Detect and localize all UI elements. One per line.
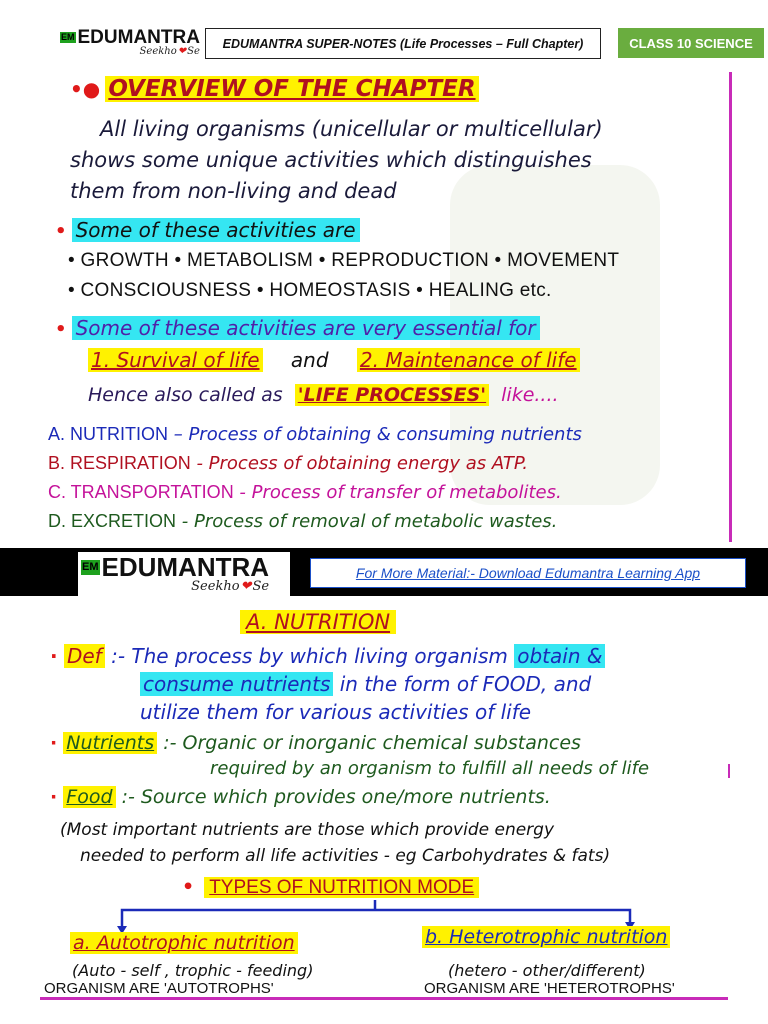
process-item: A. NUTRITION – Process of obtaining & consuming nutrients — [48, 424, 582, 445]
notes-title: EDUMANTRA SUPER-NOTES (Life Processes – Full Chapter) — [222, 36, 584, 51]
overview-heading-row — [70, 76, 479, 102]
download-link-box — [310, 558, 746, 588]
logo-sub-left: Seekho — [139, 46, 177, 57]
logo-sub-right: Se — [187, 46, 200, 57]
banner-logo-box — [78, 552, 290, 596]
like-text: like.... — [501, 384, 559, 406]
nutrients-label: Nutrients — [63, 732, 157, 754]
overview-section — [0, 70, 768, 548]
def-label: Def — [64, 644, 105, 668]
intro-line-1: All living organisms (unicellular or multicellular) — [100, 117, 603, 141]
heart-icon: ❤ — [240, 579, 252, 594]
def-row-3: utilize them for various activities of life — [140, 700, 532, 724]
types-heading-row: • TYPES OF NUTRITION MODE — [182, 876, 479, 899]
banner-logo: EM EDUMANTRA Seekho ❤ Se — [82, 552, 270, 594]
types-heading: TYPES OF NUTRITION MODE — [204, 877, 479, 898]
heart-icon: ❤ — [177, 46, 187, 57]
process-list — [48, 424, 738, 540]
intro-line-2: shows some unique activities which distinguishes — [70, 148, 592, 172]
heterotrophic-organism: ORGANISM ARE 'HETEROTROPHS' — [424, 980, 675, 997]
process-item: B. RESPIRATION - Process of obtaining energy as ATP. — [48, 453, 528, 474]
essential-title: Some of these activities are very essential for — [72, 316, 540, 340]
heterotrophic-sub: (hetero - other/different) — [448, 961, 646, 980]
nutrition-section — [0, 596, 768, 1024]
overview-intro — [70, 114, 730, 207]
survival-row — [88, 348, 580, 372]
bottom-rule — [40, 997, 728, 1000]
process-item: D. EXCRETION - Process of removal of metabolic wastes. — [48, 511, 558, 532]
banner-logo-text: EDUMANTRA — [101, 552, 270, 582]
nutrients-row: · Nutrients :- Organic or inorganic chemical substances — [50, 732, 581, 754]
notes-title-box — [205, 28, 601, 59]
banner-logo-em: EM — [82, 560, 99, 573]
class-badge: CLASS 10 SCIENCE — [618, 28, 764, 58]
activities-title: Some of these activities are — [72, 218, 360, 242]
autotrophic-organism: ORGANISM ARE 'AUTOTROPHS' — [44, 980, 274, 997]
def-row-1: · Def :- The process by which living organism obtain & — [50, 644, 605, 668]
life-processes-text: 'LIFE PROCESSES' — [295, 384, 489, 406]
autotrophic-title: a. Autotrophic nutrition — [70, 932, 298, 954]
logo-em-mark: EM — [61, 32, 75, 42]
activities-title-row: • Some of these activities are — [55, 218, 360, 242]
nutrients-row-2: required by an organism to fulfill all needs of life — [210, 758, 650, 779]
note-line-1: (Most important nutrients are those which provide energy — [60, 820, 555, 840]
app-banner — [0, 548, 768, 596]
bullet-icon: •● — [70, 77, 101, 101]
overview-heading: OVERVIEW OF THE CHAPTER — [105, 76, 478, 102]
note-line-2: needed to perform all life activities - eg Carbohydrates & fats) — [80, 846, 611, 866]
heterotrophic-title: b. Heterotrophic nutrition — [422, 926, 670, 948]
logo-text: EDUMANTRA — [77, 27, 200, 48]
survival-text: 1. Survival of life — [88, 348, 263, 372]
nutrition-margin-line — [728, 764, 730, 778]
hence-text: Hence also called as — [88, 384, 283, 406]
intro-line-3: them from non-living and dead — [70, 179, 397, 203]
activities-line-1: • GROWTH • METABOLISM • REPRODUCTION • MOVEMENT — [68, 250, 620, 271]
food-row: · Food :- Source which provides one/more nutrients. — [50, 786, 551, 808]
activities-line-2: • CONSCIOUSNESS • HOMEOSTASIS • HEALING etc. — [68, 280, 552, 301]
download-link[interactable]: For More Material:- Download Edumantra Learning App — [355, 565, 701, 581]
essential-title-row: • Some of these activities are very essential for — [55, 316, 540, 340]
def-row-2: consume nutrients in the form of FOOD, and — [140, 672, 591, 696]
maintenance-text: 2. Maintenance of life — [357, 348, 580, 372]
process-item: C. TRANSPORTATION - Process of transfer of metabolites. — [48, 482, 562, 503]
and-text: and — [290, 348, 329, 372]
food-label: Food — [63, 786, 115, 808]
autotrophic-sub: (Auto - self , trophic - feeding) — [72, 961, 314, 980]
nutrition-heading: A. NUTRITION — [240, 610, 396, 634]
edumantra-logo — [60, 28, 200, 57]
hence-row — [88, 384, 559, 406]
page-header — [0, 0, 768, 70]
